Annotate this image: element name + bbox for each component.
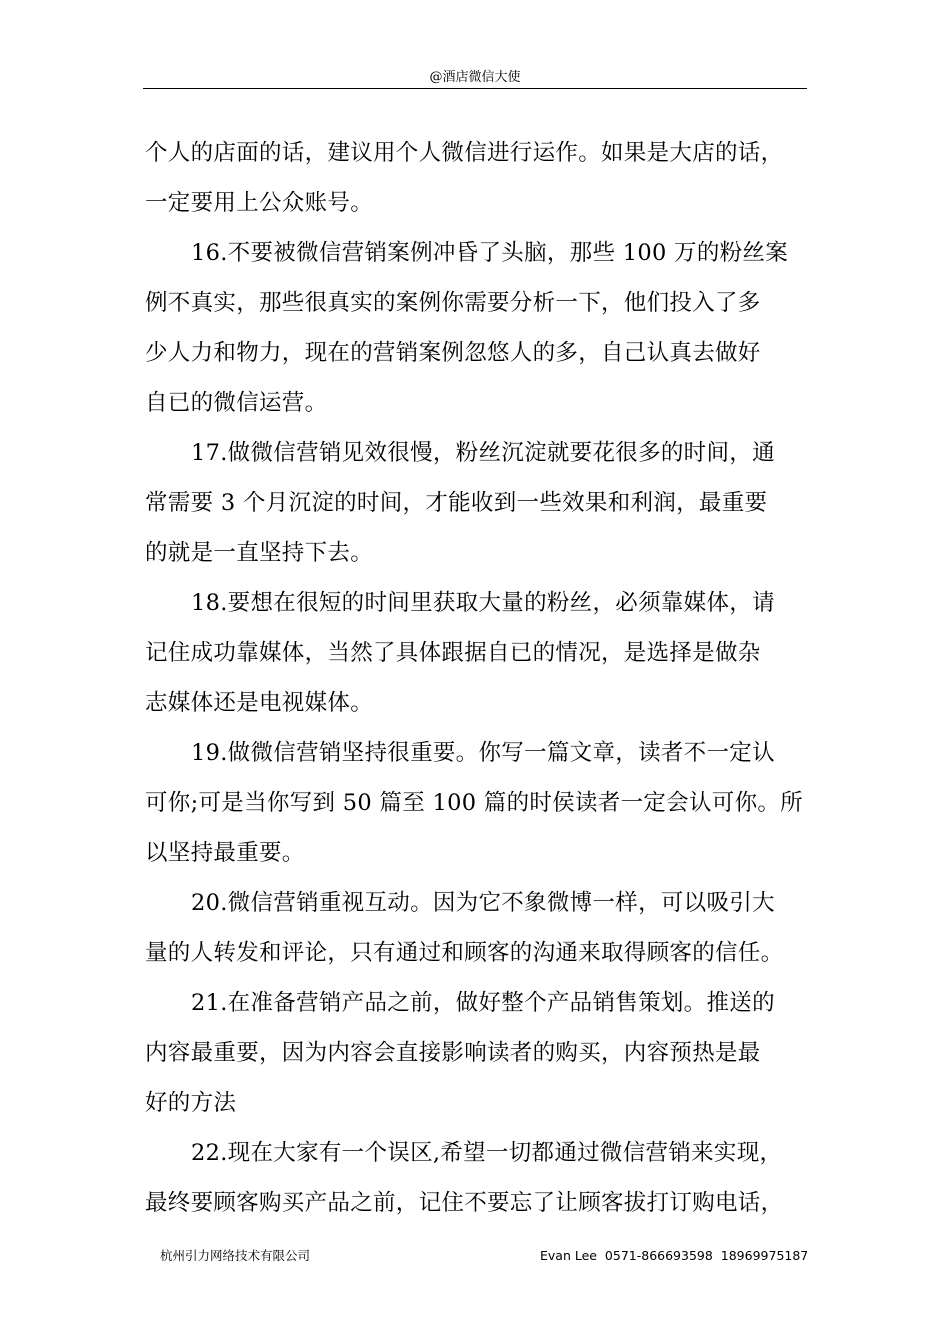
text-line: 以坚持最重要。	[145, 840, 305, 866]
text-line: 量的人转发和评论，只有通过和顾客的沟通来取得顾客的信任。	[145, 940, 784, 966]
text-line: 内容最重要，因为内容会直接影响读者的购买，内容预热是最	[145, 1040, 761, 1066]
header-text: @酒店微信大使	[429, 70, 521, 85]
paragraph-18-start: 18.要想在很短的时间里获取大量的粉丝，必须靠媒体，请	[191, 590, 775, 616]
text-line: 个人的店面的话，建议用个人微信进行运作。如果是大店的话，	[145, 140, 784, 166]
text-line: 一定要用上公众账号。	[145, 190, 374, 216]
paragraph-17-start: 17.做微信营销见效很慢，粉丝沉淀就要花很多的时间，通	[191, 440, 775, 466]
page-footer	[160, 1246, 809, 1266]
text-line: 自已的微信运营。	[145, 390, 328, 416]
paragraph-21-start: 21.在准备营销产品之前，做好整个产品销售策划。推送的	[191, 990, 775, 1016]
text-line: 志媒体还是电视媒体。	[145, 690, 374, 716]
document-body	[145, 128, 815, 1228]
text-line: 常需要 3 个月沉淀的时间，才能收到一些效果和利润，最重要	[145, 490, 768, 516]
paragraph-16-start: 16.不要被微信营销案例冲昏了头脑，那些 100 万的粉丝案	[191, 240, 789, 266]
paragraph-22-start: 22.现在大家有一个误区,希望一切都通过微信营销来实现，	[191, 1140, 783, 1166]
paragraph-20-start: 20.微信营销重视互动。因为它不象微博一样，可以吸引大	[191, 890, 775, 916]
text-line: 可你;可是当你写到 50 篇至 100 篇的时侯读者一定会认可你。所	[145, 790, 803, 816]
footer-company: 杭州引力网络技术有限公司	[160, 1248, 311, 1263]
text-line: 少人力和物力，现在的营销案例忽悠人的多，自己认真去做好	[145, 340, 761, 366]
text-line: 的就是一直坚持下去。	[145, 540, 374, 566]
text-line: 记住成功靠媒体，当然了具体跟据自已的情况，是选择是做杂	[145, 640, 761, 666]
text-line: 好的方法	[145, 1090, 237, 1116]
text-line: 最终要顾客购买产品之前，记住不要忘了让顾客拔打订购电话，	[145, 1190, 784, 1216]
paragraph-19-start: 19.做微信营销坚持很重要。你写一篇文章，读者不一定认	[191, 740, 775, 766]
footer-contact: Evan Lee 0571-866693598 18969975187	[540, 1248, 809, 1263]
page-header	[143, 66, 807, 89]
text-line: 例不真实，那些很真实的案例你需要分析一下，他们投入了多	[145, 290, 761, 316]
